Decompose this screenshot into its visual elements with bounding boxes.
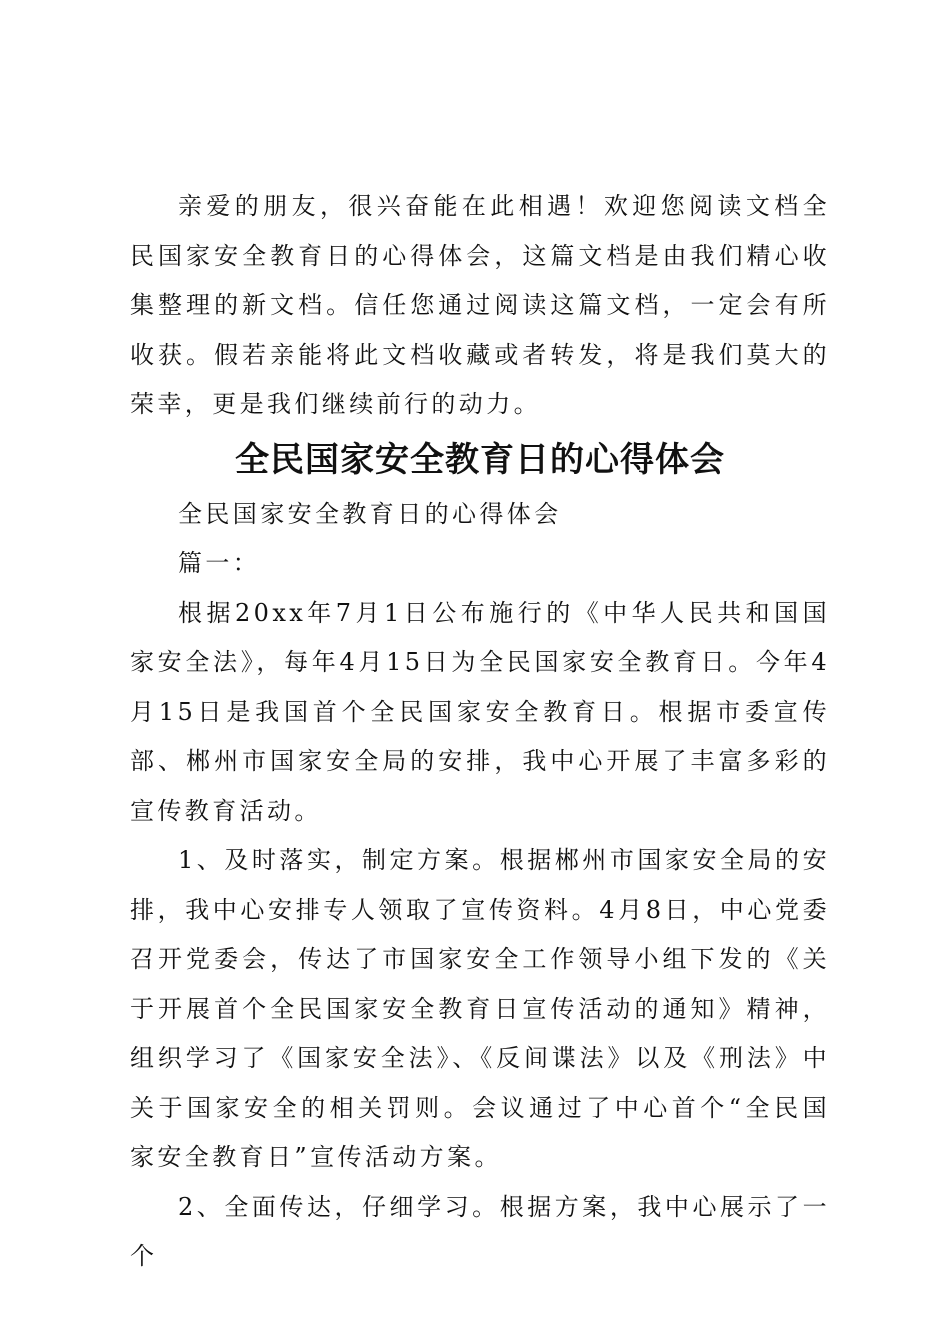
body-paragraph-2: 1、及时落实，制定方案。根据郴州市国家安全局的安排，我中心安排专人领取了宣传资料。4月8日，中心党委召开党委会，传达了市国家安全工作领导小组下发的《关于开展首个全民国家安全教育日宣传活动的通知》精神，组织学习了《国家安全法》、《反间谍法》以及《刑法》中关于国家安全的相关罚则。会议通过了中心首个“全民国家安全教育日”宣传活动方案。 [130,846,830,1171]
document-page [130,182,830,1282]
intro-paragraph: 亲爱的朋友，很兴奋能在此相遇！欢迎您阅读文档全民国家安全教育日的心得体会，这篇文档是由我们精心收集整理的新文档。信任您通过阅读这篇文档，一定会有所收获。假若亲能将此文档收藏或者转发，将是我们莫大的荣幸，更是我们继续前行的动力。 [130,192,830,418]
subtitle-paragraph: 全民国家安全教育日的心得体会 [178,499,562,528]
section-heading: 篇一： [178,549,261,577]
body-paragraph-1: 根据20xx年7月1日公布施行的《中华人民共和国国家安全法》，每年4月15日为全民国家安全教育日。今年4月15日是我国首个全民国家安全教育日。根据市委宣传部、郴州市国家安全局的安排，我中心开展了丰富多彩的宣传教育活动。 [130,598,830,825]
body-paragraph-3: 2、全面传达，仔细学习。根据方案，我中心展示了一个 [130,1192,830,1270]
document-title: 全民国家安全教育日的心得体会 [235,439,725,480]
